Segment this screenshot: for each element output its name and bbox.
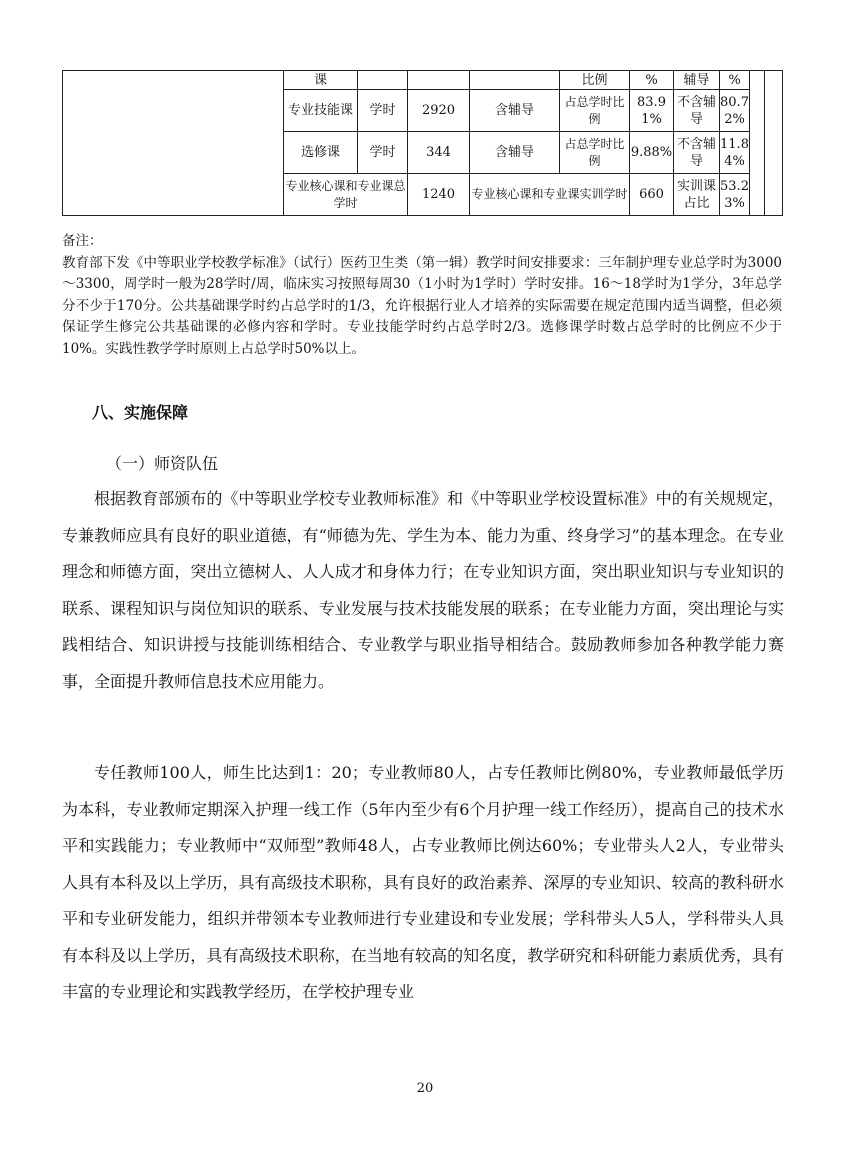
notes-title: 备注： [62,233,103,249]
table-cell: 53.23% [720,174,750,216]
table-blank-cell [63,71,284,216]
table-cell: % [630,71,674,90]
table-blank-cell [765,71,783,216]
table-cell: 1240 [408,174,470,216]
table-cell [470,71,560,90]
table-cell: 含辅导 [470,90,560,132]
table-cell: 课 [284,71,358,90]
table-blank-cell [750,71,765,216]
table-cell: 学时 [358,90,408,132]
table-cell [358,71,408,90]
table-cell: 实训课占比 [674,174,720,216]
table-cell: 不含辅导 [674,132,720,174]
body-paragraph [62,481,784,700]
table-cell: 83.91% [630,90,674,132]
paragraph-text: 根据教育部颁布的《中等职业学校专业教师标准》和《中等职业学校设置标准》中的有关规规定，专兼教师应具有良好的职业道德，有“师德为先、学生为本、能力为重、终身学习”的基本理念。在专业理念和师德方面，突出立德树人、人人成才和身体力行；在专业知识方面，突出职业知识与专业知识的联系、课程知识与岗位知识的联系、专业发展与技术技能发展的联系；在专业能力方面，突出理论与实践相结合、知识讲授与技能训练相结合、专业教学与职业指导相结合。鼓励教师参加各种教学能力赛事，全面提升教师信息技术应用能力。 [62,489,784,691]
table-cell: 344 [408,132,470,174]
course-hours-table [62,70,783,216]
table-cell: 不含辅导 [674,90,720,132]
table-cell [408,71,470,90]
table-notes [62,231,782,360]
table-cell: 9.88% [630,132,674,174]
table-cell: 专业核心课和专业课总学时 [284,174,408,216]
table-cell: 含辅导 [470,132,560,174]
table-cell: 2920 [408,90,470,132]
notes-text: 教育部下发《中等职业学校教学标准》（试行）医药卫生类（第一辑）教学时间安排要求：三年制护理专业总学时为3000～3300，周学时一般为28学时/周，临床实习按照每周30（1小时为1学时）学时安排。16～18学时为1学分，3年总学分不少于170分。公共基础课学时约占总学时的1/3，允许根据行业人才培养的实际需要在规定范围内适当调整，但必须保证学生修完公共基础课的必修内容和学时。专业技能学时约占总学时2/3。选修课学时数占总学时的比例应不少于10%。实践性教学学时原则上占总学时50%以上。 [62,254,782,357]
body-paragraph [62,755,784,1011]
table-cell: 660 [630,174,674,216]
paragraph-text: 专任教师100人，师生比达到1：20；专业教师80人，占专任教师比例80%，专业教师最低学历为本科，专业教师定期深入护理一线工作（5年内至少有6个月护理一线工作经历），提高自己的技术水平和实践能力；专业教师中“双师型”教师48人，占专业教师比例达60%；专业带头人2人，专业带头人具有本科及以上学历，具有高级技术职称，具有良好的政治素养、深厚的专业知识、较高的教科研水平和专业研发能力，组织并带领本专业教师进行专业建设和专业发展；学科带头人5人，学科带头人具有本科及以上学历，具有高级技术职称，在当地有较高的知名度，教学研究和科研能力素质优秀，具有丰富的专业理论和实践教学经历，在学校护理专业 [62,763,784,1001]
table-cell: 专业核心课和专业课实训学时 [470,174,630,216]
table-cell: 80.72% [720,90,750,132]
table-cell: 学时 [358,132,408,174]
table-cell: 占总学时比例 [560,90,630,132]
subsection-heading: （一）师资队伍 [106,454,219,473]
table-cell: 选修课 [284,132,358,174]
table-row [63,71,783,90]
table-cell: 辅导 [674,71,720,90]
table-cell: 占总学时比例 [560,132,630,174]
table-cell: 专业技能课 [284,90,358,132]
table-cell: 11.84% [720,132,750,174]
section-heading: 八、实施保障 [92,403,189,422]
table-cell: % [720,71,750,90]
table-cell: 比例 [560,71,630,90]
page-number: 20 [416,1081,434,1096]
